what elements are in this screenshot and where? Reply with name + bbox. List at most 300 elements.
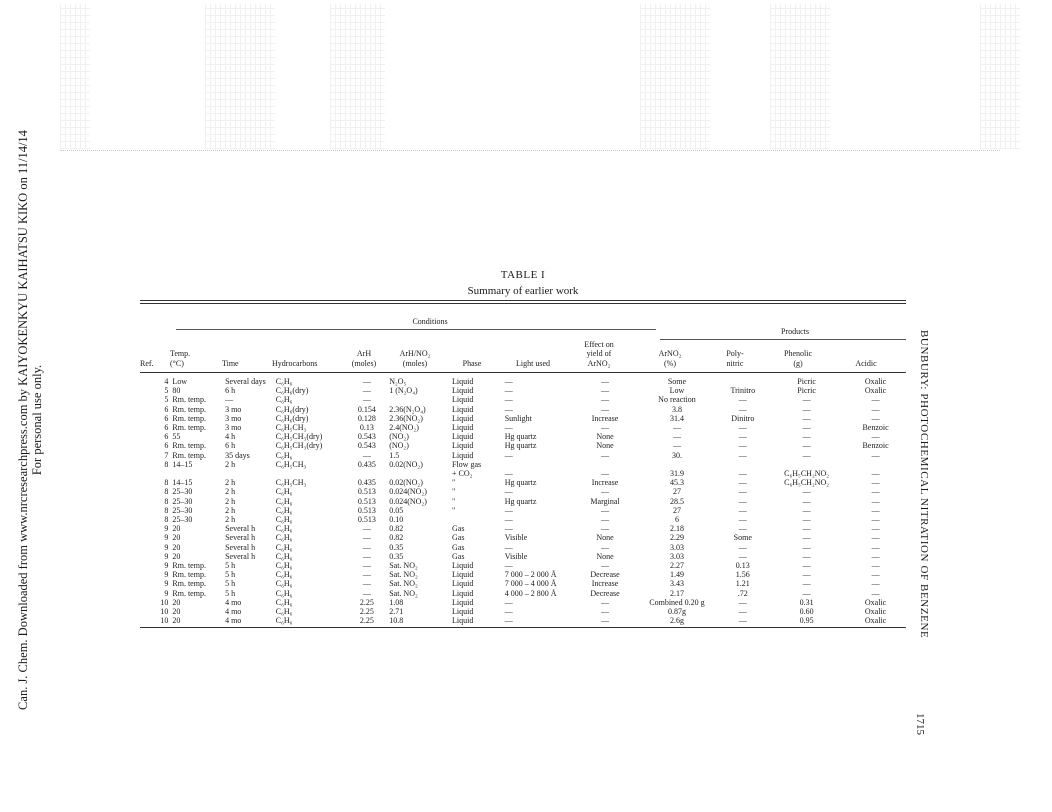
table-row <box>140 616 906 625</box>
table-cell: — <box>504 404 513 414</box>
table-cell: 0.128 <box>357 413 376 423</box>
table-cell: — <box>504 377 513 386</box>
table-cell: — <box>802 579 811 589</box>
table-cell: Rm. temp. <box>172 423 206 433</box>
table-cell: 2.29 <box>669 533 684 543</box>
table-cell: 2 h <box>225 487 236 497</box>
column-header-2-l3: Time <box>222 358 239 368</box>
table-cell: — <box>871 505 880 515</box>
table-cell: 80 <box>172 386 181 396</box>
running-head: BUNBURY: PHOTOCHEMICAL NITRATION OF BENZENE <box>918 330 930 639</box>
table-cell: — <box>802 551 811 561</box>
table-cell: — <box>871 542 880 552</box>
table-cell: — <box>504 386 513 396</box>
table-cell: 0.31 <box>799 597 814 607</box>
table-cell: 20 <box>172 542 181 552</box>
table-cell: — <box>738 496 747 506</box>
table-cell: Hg quartz <box>504 496 537 506</box>
table-cell: Sat. NO₂ <box>389 579 418 589</box>
table-cell: — <box>362 551 371 561</box>
table-cell: — <box>802 505 811 515</box>
table-row <box>140 432 906 441</box>
conditions-group-rule <box>176 329 656 330</box>
table-cell: — <box>871 515 880 525</box>
table-cell: 5 h <box>225 588 236 598</box>
table-cell: Sat. NO₂ <box>389 588 418 598</box>
table-cell: Several h <box>225 524 256 534</box>
table-cell: — <box>672 441 681 451</box>
table-cell: — <box>504 524 513 534</box>
table-cell: C₆H₆ <box>275 579 293 589</box>
table-row <box>140 487 906 496</box>
table-cell: 14–15 <box>172 478 193 488</box>
table-cell: None <box>596 551 614 561</box>
table-cell: Dinitro <box>731 413 755 423</box>
table-row <box>140 423 906 432</box>
table-cell: — <box>802 423 811 433</box>
table-cell: — <box>738 542 747 552</box>
table-row <box>140 395 906 404</box>
table-cell: — <box>362 395 371 405</box>
table-cell: 27 <box>672 505 681 515</box>
table-cell: — <box>504 515 513 525</box>
table-cell: — <box>601 561 610 571</box>
table-cell: — <box>504 423 513 433</box>
table-cell: Oxalic <box>864 607 887 617</box>
table-cell: — <box>802 413 811 423</box>
table-cell: Low <box>669 386 685 396</box>
table-cell: 0.513 <box>357 487 376 497</box>
table-row <box>140 561 906 570</box>
table-cell: — <box>802 450 811 460</box>
table-row <box>140 570 906 579</box>
page-number: 1715 <box>914 713 926 735</box>
table-row <box>140 497 906 506</box>
table-cell: — <box>738 505 747 515</box>
table-cell: — <box>601 395 610 405</box>
table-cell <box>450 515 503 524</box>
table-cell: 30. <box>671 450 682 460</box>
table-cell: 0.95 <box>799 616 814 626</box>
table-cell: C₆H₆ <box>275 570 293 580</box>
table-cell: — <box>504 505 513 515</box>
table-cell: 0.024(NO₂) <box>389 496 427 506</box>
table-cell: — <box>601 423 610 433</box>
column-header-8-l1: Effect on <box>584 339 614 349</box>
table-cell: 5 h <box>225 561 236 571</box>
table-cell: — <box>738 423 747 433</box>
table-cell: — <box>802 496 811 506</box>
table-cell: 31.9 <box>669 469 684 479</box>
table-cell: Rm. temp. <box>172 395 206 405</box>
table-cell: 4 mo <box>225 607 242 617</box>
table-cell: 9 <box>164 579 169 589</box>
table-cell: C₆H₅CH₃ <box>275 423 307 433</box>
table-cell: — <box>802 432 811 442</box>
table-cell: Hg quartz <box>504 432 537 442</box>
table-cell: Liquid <box>452 395 474 405</box>
table-cell: 2.6g <box>669 616 684 626</box>
table-row <box>140 478 906 487</box>
table-cell: (NO₂) <box>389 432 409 442</box>
table-cell <box>574 460 637 469</box>
data-table <box>140 377 906 625</box>
column-header-1-l2: Temp. <box>170 349 191 358</box>
table-cell: — <box>504 616 513 626</box>
table-cell: 0.024(NO₂) <box>389 487 427 497</box>
table-cell: — <box>672 432 681 442</box>
table-cell: 31.4 <box>669 413 684 423</box>
table-cell: — <box>871 551 880 561</box>
download-notice <box>16 130 44 710</box>
table-cell: " <box>452 496 456 506</box>
table-cell: 2.36(NO₂) <box>389 413 423 423</box>
table-cell: C₆H₅CH₃(dry) <box>275 432 323 442</box>
table-cell: Low <box>172 377 188 386</box>
table-cell: 2 h <box>225 459 236 469</box>
table-cell: — <box>871 413 880 423</box>
column-header-11-l3: (g) <box>793 358 803 368</box>
table-cell <box>387 395 450 404</box>
table-row <box>140 377 906 386</box>
table-cell: Rm. temp. <box>172 588 206 598</box>
table-cell: 1.5 <box>389 450 400 460</box>
table-cell: — <box>871 432 880 442</box>
table-cell: 0.435 <box>357 478 376 488</box>
table-cell: 3 mo <box>225 413 242 423</box>
column-header-5-l2: ArH/NO₂ <box>399 349 431 358</box>
table-cell: — <box>738 478 747 488</box>
table-cell: — <box>871 533 880 543</box>
table-cell: Increase <box>591 413 619 423</box>
table-cell: C₆H₆ <box>275 515 293 525</box>
table-cell: — <box>802 542 811 552</box>
table-cell: C₆H₆ <box>275 505 293 515</box>
table-cell: — <box>802 588 811 598</box>
table-cell: Oxalic <box>864 377 887 386</box>
table-cell: — <box>738 469 747 479</box>
table-cell: Picric <box>797 377 816 386</box>
table-cell: No reaction <box>658 395 696 405</box>
table-cell: Rm. temp. <box>172 561 206 571</box>
table-cell: Liquid <box>452 579 474 589</box>
table-cell: 0.87g <box>667 607 686 617</box>
table-cell: 3.43 <box>669 579 684 589</box>
table-cell: 4 h <box>225 432 236 442</box>
table-cell: 6 <box>164 404 169 414</box>
table-cell: 5 <box>164 395 169 405</box>
table-cell: 3 mo <box>225 423 242 433</box>
table-cell: — <box>871 561 880 571</box>
table-cell: 2.27 <box>669 561 684 571</box>
table-cell: Trinitro <box>730 386 756 396</box>
table-cell: Oxalic <box>864 597 887 607</box>
table-cell: 9 <box>164 570 169 580</box>
table-cell: — <box>601 377 610 386</box>
table-cell: — <box>802 570 811 580</box>
table-cell: 6 <box>164 432 169 442</box>
table-cell: C₆H₆ <box>275 551 293 561</box>
table-cell: — <box>362 524 371 534</box>
download-notice-line1: Can. J. Chem. Downloaded from www.nrcresearchpress.com by KAIYOKENKYU KAIHATSU KIKO on 11/14/14 <box>16 130 30 710</box>
table-cell: — <box>802 561 811 571</box>
column-header-8-l3: ArNO₂ <box>587 358 611 368</box>
column-header-3-l3: Hydrocarbons <box>272 358 318 368</box>
table-cell: 7 000 – 2 000 Å <box>504 570 557 580</box>
table-cell: 20 <box>172 607 181 617</box>
table-cell: — <box>601 515 610 525</box>
table-cell: 1.56 <box>735 570 750 580</box>
table-cell: — <box>362 588 371 598</box>
table-cell: — <box>871 487 880 497</box>
table-cell <box>636 460 717 469</box>
table-cell: — <box>802 441 811 451</box>
table-cell: 2.36(N₂O₄) <box>389 404 426 414</box>
table-cell: C₆H₆ <box>275 487 293 497</box>
column-header-7-l3: Light used <box>516 358 550 368</box>
column-header-0-l3: Ref. <box>140 358 154 368</box>
table-cell: — <box>802 524 811 534</box>
table-cell: Some <box>667 377 687 386</box>
table-row <box>140 405 906 414</box>
table-cell: 2.25 <box>359 607 374 617</box>
table-cell: — <box>362 450 371 460</box>
table-cell: 20 <box>172 551 181 561</box>
table-cell: Liquid <box>452 404 474 414</box>
table-cell: — <box>601 616 610 626</box>
table-cell: 8 <box>164 515 169 525</box>
table-cell: 14–15 <box>172 459 193 469</box>
table-cell <box>503 460 574 469</box>
table-cell <box>768 460 845 469</box>
table-cell: — <box>504 597 513 607</box>
column-header-12-l3: Acidic <box>855 358 877 368</box>
table-cell: 3.8 <box>671 404 682 414</box>
table-row <box>140 607 906 616</box>
table-cell: 9 <box>164 524 169 534</box>
table-cell: Visible <box>504 551 528 561</box>
table-cell: 20 <box>172 616 181 626</box>
table-cell: None <box>596 533 614 543</box>
table-cell: C₆H₆ <box>275 607 293 617</box>
table-cell: — <box>871 570 880 580</box>
table-cell: — <box>871 588 880 598</box>
table-cell: 9 <box>164 561 169 571</box>
table-cell: 0.05 <box>389 505 404 515</box>
table-row <box>140 589 906 598</box>
table-cell: — <box>871 469 880 479</box>
table-cell: — <box>738 515 747 525</box>
table-cell: Picric <box>797 386 816 396</box>
table-cell: Liquid <box>452 570 474 580</box>
table-cell: Liquid <box>452 441 474 451</box>
table-row <box>140 515 906 524</box>
table-cell: C₆H₅CH₃ <box>275 459 307 469</box>
table-cell: Liquid <box>452 588 474 598</box>
column-header-4-l3: (moles) <box>351 358 377 368</box>
bleed-through-line <box>60 150 1000 151</box>
column-header-4-l2: ArH <box>356 349 372 358</box>
table-cell: Rm. temp. <box>172 570 206 580</box>
table-cell: 2.71 <box>389 607 404 617</box>
table-cell: — <box>504 542 513 552</box>
column-header-8-l2: yield of <box>586 349 612 358</box>
table-cell: — <box>802 533 811 543</box>
table-cell: — <box>504 395 513 405</box>
table-cell: 7 000 – 4 000 Å <box>504 579 557 589</box>
table-cell: Flow gas <box>452 459 482 469</box>
table-cell: Benzoic <box>862 441 889 451</box>
table-cell: None <box>596 441 614 451</box>
table-cell <box>140 469 170 478</box>
table-cell: — <box>802 404 811 414</box>
table-cell: — <box>871 496 880 506</box>
table-cell: 6 <box>164 413 169 423</box>
table-cell: 25–30 <box>172 515 193 525</box>
table-cell: C₆H₆ <box>275 496 293 506</box>
table-cell: 1.49 <box>669 570 684 580</box>
table-cell: 0.513 <box>357 505 376 515</box>
table-cell: None <box>596 432 614 442</box>
table-row <box>140 543 906 552</box>
table-cell: Liquid <box>452 423 474 433</box>
table-cell: 9 <box>164 588 169 598</box>
table-cell: — <box>504 450 513 460</box>
table-cell: C₆H₆(dry) <box>275 404 309 414</box>
table-cell: 0.60 <box>799 607 814 617</box>
table-cell: Sunlight <box>504 413 532 423</box>
table-cell: — <box>362 533 371 543</box>
table-row <box>140 441 906 450</box>
table-cell: 8 <box>164 496 169 506</box>
table-cell: — <box>738 597 747 607</box>
table-cell: Liquid <box>452 413 474 423</box>
table-cell: 4 mo <box>225 616 242 626</box>
table-cell: Liquid <box>452 616 474 626</box>
column-header-10-l3: nitric <box>726 358 744 368</box>
table-cell: Gas <box>452 551 465 561</box>
table-cell: 6 h <box>225 386 236 396</box>
table-bottom-rule <box>140 627 906 628</box>
table-row <box>140 579 906 588</box>
table-cell: — <box>802 395 811 405</box>
table-cell: C₆H₅CH₃ <box>275 478 307 488</box>
table-cell: 10 <box>160 616 169 626</box>
table-cell: 2.4(NO₂) <box>389 423 419 433</box>
table-cell: Liquid <box>452 450 474 460</box>
table-cell: 6 <box>164 423 169 433</box>
table-cell: 10 <box>160 597 169 607</box>
table-row <box>140 533 906 542</box>
products-group-rule <box>660 339 906 340</box>
table-cell: — <box>225 395 234 405</box>
table-cell: 0.543 <box>357 441 376 451</box>
conditions-group-header: Conditions <box>412 317 448 326</box>
table-cell: 0.35 <box>389 542 404 552</box>
table-cell: — <box>738 441 747 451</box>
table-cell: 20 <box>172 597 181 607</box>
table-cell: N₂O₅ <box>389 377 407 386</box>
table-subtitle: Summary of earlier work <box>467 285 579 297</box>
table-cell: 9 <box>164 551 169 561</box>
table-cell: Sat. NO₂ <box>389 570 418 580</box>
table-cell: — <box>362 570 371 580</box>
table-cell: Sat. NO₂ <box>389 561 418 571</box>
table-cell: 9 <box>164 533 169 543</box>
table-cell <box>347 469 388 478</box>
table-cell: 20 <box>172 533 181 543</box>
table-cell <box>845 460 906 469</box>
table-cell: " <box>452 478 456 488</box>
table-cell: .72 <box>737 588 748 598</box>
table-cell: 0.513 <box>357 496 376 506</box>
table-cell: Combined 0.20 g <box>649 597 705 607</box>
table-cell: C₆H₅CH₂NO₂ <box>784 478 830 488</box>
table-cell: Rm. temp. <box>172 404 206 414</box>
table-cell: C₆H₆ <box>275 395 293 405</box>
table-cell: 4 mo <box>225 597 242 607</box>
table-cell: Increase <box>591 579 619 589</box>
table-cell: 0.13 <box>359 423 374 433</box>
table-row <box>140 414 906 423</box>
table-cell: 27 <box>672 487 681 497</box>
table-cell: Rm. temp. <box>172 413 206 423</box>
table-cell: 5 h <box>225 570 236 580</box>
table-cell: — <box>672 423 681 433</box>
download-notice-line2: For personal use only. <box>30 364 44 476</box>
table-cell: — <box>738 487 747 497</box>
table-cell: 6 h <box>225 441 236 451</box>
table-cell: C₆H₆ <box>275 377 293 386</box>
table-cell: 7 <box>164 450 169 460</box>
table-cell: — <box>871 524 880 534</box>
table-cell <box>387 469 450 478</box>
table-cell: — <box>601 542 610 552</box>
table-cell: — <box>362 377 371 386</box>
table-cell: 0.435 <box>357 459 376 469</box>
table-cell: 8 <box>164 478 169 488</box>
table-cell: 28.5 <box>669 496 684 506</box>
table-cell: 3 mo <box>225 404 242 414</box>
table-cell: — <box>504 469 513 479</box>
table-cell: " <box>452 505 456 515</box>
table-cell: Decrease <box>590 588 620 598</box>
table-row <box>140 460 906 469</box>
products-group-header: Products <box>781 327 809 336</box>
table-cell: Liquid <box>452 432 474 442</box>
column-header-9-l3: (%) <box>664 358 676 368</box>
table-cell: — <box>362 579 371 589</box>
table-cell: Several days <box>225 377 266 386</box>
table-cell: 55 <box>172 432 181 442</box>
table-cell: — <box>362 561 371 571</box>
table-cell: — <box>738 450 747 460</box>
table-cell: 45.3 <box>669 478 684 488</box>
table-cell: 5 <box>164 386 169 396</box>
table-row <box>140 386 906 395</box>
table-cell: Liquid <box>452 377 474 386</box>
table-cell: — <box>601 487 610 497</box>
table-header-rule <box>140 372 906 373</box>
table-cell: — <box>738 524 747 534</box>
table-cell: — <box>802 487 811 497</box>
table-cell: C₆H₅CH₃(dry) <box>275 441 323 451</box>
table-cell: C₆H₆ <box>275 588 293 598</box>
table-cell: C₆H₆ <box>275 542 293 552</box>
table-cell: 8 <box>164 459 169 469</box>
table-cell: — <box>504 561 513 571</box>
table-row <box>140 469 906 478</box>
